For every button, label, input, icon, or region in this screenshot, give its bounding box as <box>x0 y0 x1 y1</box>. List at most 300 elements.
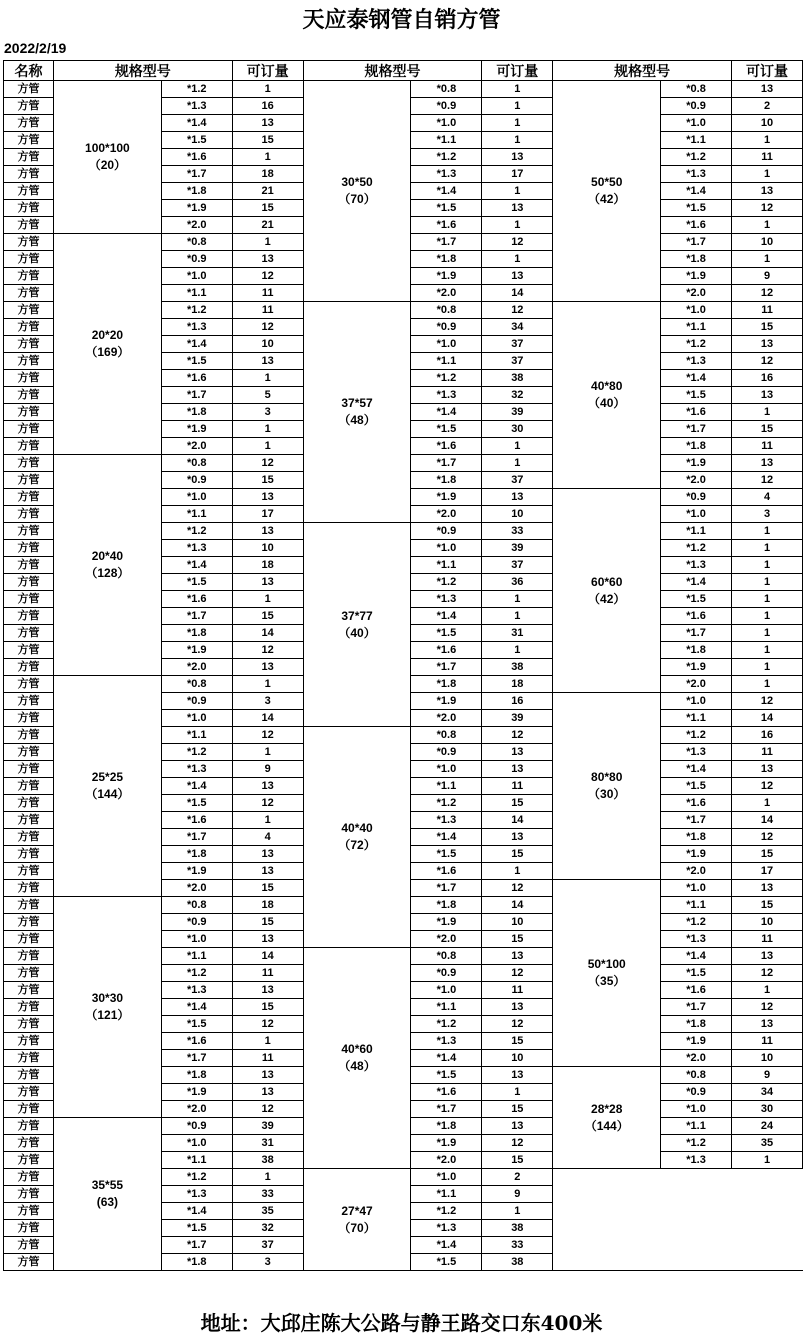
thickness-cell: *1.4 <box>411 829 482 846</box>
quantity-cell: 10 <box>732 115 803 132</box>
thickness-cell: *1.7 <box>161 829 232 846</box>
quantity-cell: 4 <box>732 489 803 506</box>
product-name-cell: 方管 <box>4 931 54 948</box>
product-name-cell: 方管 <box>4 625 54 642</box>
thickness-cell: *1.5 <box>661 778 732 795</box>
thickness-cell: *1.5 <box>411 625 482 642</box>
product-name-cell: 方管 <box>4 438 54 455</box>
thickness-cell: *0.8 <box>411 302 482 319</box>
thickness-cell: *1.0 <box>411 115 482 132</box>
quantity-cell: 1 <box>232 1169 303 1186</box>
thickness-cell: *0.9 <box>161 472 232 489</box>
thickness-cell: *1.2 <box>411 574 482 591</box>
quantity-cell: 14 <box>482 897 553 914</box>
thickness-cell: *1.2 <box>661 540 732 557</box>
thickness-cell: *1.3 <box>411 387 482 404</box>
quantity-cell: 37 <box>482 557 553 574</box>
thickness-cell: *1.3 <box>661 1152 732 1169</box>
quantity-cell: 10 <box>732 234 803 251</box>
thickness-cell: *1.5 <box>161 795 232 812</box>
quantity-cell: 32 <box>482 387 553 404</box>
size-label: 40*80 <box>591 379 623 393</box>
size-total: （128） <box>85 566 130 580</box>
quantity-cell: 14 <box>732 812 803 829</box>
size-total: (63) <box>96 1195 119 1209</box>
thickness-cell: *2.0 <box>161 438 232 455</box>
thickness-cell: *1.1 <box>161 727 232 744</box>
thickness-cell: *1.8 <box>161 183 232 200</box>
thickness-cell: *1.4 <box>661 574 732 591</box>
quantity-cell: 1 <box>732 625 803 642</box>
product-name-cell: 方管 <box>4 370 54 387</box>
quantity-cell: 1 <box>482 642 553 659</box>
thickness-cell: *1.0 <box>661 880 732 897</box>
quantity-cell: 12 <box>232 268 303 285</box>
quantity-cell: 37 <box>482 336 553 353</box>
size-spec-cell <box>53 897 161 1118</box>
quantity-cell: 32 <box>232 1220 303 1237</box>
thickness-cell: *0.9 <box>411 523 482 540</box>
quantity-cell: 9 <box>732 1067 803 1084</box>
product-name-cell: 方管 <box>4 404 54 421</box>
thickness-cell: *1.1 <box>411 1186 482 1203</box>
size-total: （40） <box>588 396 626 410</box>
size-spec-cell <box>553 693 661 880</box>
quantity-cell: 13 <box>232 574 303 591</box>
quantity-cell: 37 <box>232 1237 303 1254</box>
product-name-cell: 方管 <box>4 1169 54 1186</box>
product-name-cell: 方管 <box>4 591 54 608</box>
quantity-cell: 12 <box>232 642 303 659</box>
quantity-cell: 1 <box>482 81 553 98</box>
quantity-cell: 15 <box>482 1152 553 1169</box>
size-spec-cell <box>53 81 161 234</box>
thickness-cell: *1.4 <box>661 761 732 778</box>
thickness-cell: *1.5 <box>161 574 232 591</box>
product-name-cell: 方管 <box>4 1050 54 1067</box>
thickness-cell: *1.2 <box>161 81 232 98</box>
quantity-cell: 12 <box>732 965 803 982</box>
quantity-cell: 1 <box>732 574 803 591</box>
quantity-cell: 17 <box>232 506 303 523</box>
size-total: （169） <box>85 345 130 359</box>
quantity-cell: 16 <box>732 727 803 744</box>
thickness-cell: *1.0 <box>411 761 482 778</box>
thickness-cell: *1.1 <box>161 1152 232 1169</box>
thickness-cell: *1.7 <box>411 1101 482 1118</box>
header-spec: 规格型号 <box>53 61 232 81</box>
thickness-cell: *1.5 <box>411 846 482 863</box>
thickness-cell: *2.0 <box>411 1152 482 1169</box>
thickness-cell: *1.0 <box>161 268 232 285</box>
quantity-cell: 38 <box>482 659 553 676</box>
thickness-cell: *1.6 <box>411 438 482 455</box>
product-name-cell: 方管 <box>4 1220 54 1237</box>
address-footer: 地址：大邱庄陈大公路与静王路交口东400米 <box>200 1311 603 1335</box>
quantity-cell: 15 <box>232 472 303 489</box>
thickness-cell: *1.8 <box>661 1016 732 1033</box>
product-name-cell: 方管 <box>4 1084 54 1101</box>
thickness-cell: *1.5 <box>411 200 482 217</box>
thickness-cell: *1.8 <box>661 251 732 268</box>
size-label: 37*77 <box>341 608 373 623</box>
product-name-cell: 方管 <box>4 1186 54 1203</box>
product-name-cell: 方管 <box>4 761 54 778</box>
thickness-cell: *1.4 <box>661 948 732 965</box>
quantity-cell: 13 <box>482 761 553 778</box>
thickness-cell: *1.7 <box>411 659 482 676</box>
quantity-cell: 12 <box>482 1135 553 1152</box>
quantity-cell: 13 <box>482 149 553 166</box>
product-name-cell: 方管 <box>4 149 54 166</box>
quantity-cell: 37 <box>482 353 553 370</box>
quantity-cell: 1 <box>482 608 553 625</box>
product-name-cell: 方管 <box>4 234 54 251</box>
quantity-cell: 1 <box>732 540 803 557</box>
size-label: 40*60 <box>341 1042 373 1056</box>
table-row <box>4 81 803 98</box>
size-spec-cell <box>303 302 411 523</box>
inventory-table <box>3 60 803 1271</box>
quantity-cell: 14 <box>482 285 553 302</box>
quantity-cell: 10 <box>232 336 303 353</box>
quantity-cell: 13 <box>232 1067 303 1084</box>
quantity-cell: 15 <box>482 795 553 812</box>
thickness-cell: *1.4 <box>411 404 482 421</box>
size-spec-cell <box>53 234 161 455</box>
quantity-cell: 15 <box>482 846 553 863</box>
quantity-cell: 13 <box>232 863 303 880</box>
product-name-cell: 方管 <box>4 863 54 880</box>
quantity-cell: 12 <box>732 778 803 795</box>
quantity-cell: 1 <box>482 115 553 132</box>
thickness-cell: *0.9 <box>411 744 482 761</box>
thickness-cell: *1.8 <box>161 1067 232 1084</box>
thickness-cell: *1.2 <box>161 744 232 761</box>
thickness-cell: *1.3 <box>161 98 232 115</box>
quantity-cell: 13 <box>482 948 553 965</box>
product-name-cell: 方管 <box>4 778 54 795</box>
header-name: 名称 <box>4 61 54 81</box>
thickness-cell: *0.9 <box>661 1084 732 1101</box>
quantity-cell: 11 <box>732 1033 803 1050</box>
size-spec-cell <box>303 948 411 1169</box>
quantity-cell: 17 <box>482 166 553 183</box>
thickness-cell: *1.7 <box>161 608 232 625</box>
quantity-cell: 11 <box>232 965 303 982</box>
thickness-cell: *0.8 <box>161 676 232 693</box>
thickness-cell: *1.1 <box>411 132 482 149</box>
quantity-cell: 12 <box>482 965 553 982</box>
date-label: 2022/2/19 <box>4 40 67 56</box>
thickness-cell: *1.3 <box>161 319 232 336</box>
size-total: （30） <box>588 787 626 801</box>
size-spec-cell <box>553 1067 661 1169</box>
quantity-cell: 18 <box>232 557 303 574</box>
product-name-cell: 方管 <box>4 506 54 523</box>
size-total: （42） <box>588 192 626 206</box>
quantity-cell: 4 <box>232 829 303 846</box>
thickness-cell: *1.4 <box>161 999 232 1016</box>
quantity-cell: 38 <box>482 1254 553 1271</box>
thickness-cell: *1.8 <box>661 829 732 846</box>
size-label: 28*28 <box>591 1101 623 1116</box>
quantity-cell: 9 <box>732 268 803 285</box>
empty-cell <box>553 1169 803 1271</box>
thickness-cell: *1.8 <box>661 642 732 659</box>
thickness-cell: *1.9 <box>661 1033 732 1050</box>
thickness-cell: *1.1 <box>161 948 232 965</box>
product-name-cell: 方管 <box>4 98 54 115</box>
quantity-cell: 31 <box>482 625 553 642</box>
thickness-cell: *1.2 <box>661 149 732 166</box>
quantity-cell: 18 <box>232 897 303 914</box>
thickness-cell: *1.1 <box>411 557 482 574</box>
thickness-cell: *1.3 <box>661 557 732 574</box>
thickness-cell: *1.4 <box>161 1203 232 1220</box>
thickness-cell: *1.5 <box>161 1016 232 1033</box>
thickness-cell: *1.6 <box>411 1084 482 1101</box>
quantity-cell: 11 <box>732 302 803 319</box>
quantity-cell: 13 <box>482 268 553 285</box>
product-name-cell: 方管 <box>4 1152 54 1169</box>
thickness-cell: *1.7 <box>661 421 732 438</box>
header-qty: 可订量 <box>732 61 803 81</box>
product-name-cell: 方管 <box>4 455 54 472</box>
quantity-cell: 13 <box>232 1084 303 1101</box>
quantity-cell: 1 <box>232 421 303 438</box>
quantity-cell: 38 <box>232 1152 303 1169</box>
quantity-cell: 13 <box>732 183 803 200</box>
size-total: （40） <box>338 625 376 640</box>
size-total: （48） <box>338 413 376 427</box>
product-name-cell: 方管 <box>4 387 54 404</box>
size-label: 50*100 <box>587 957 626 971</box>
quantity-cell: 1 <box>732 404 803 421</box>
size-spec-cell <box>303 1169 411 1271</box>
size-label: 50*50 <box>591 175 623 189</box>
quantity-cell: 1 <box>232 1033 303 1050</box>
quantity-cell: 12 <box>732 693 803 710</box>
quantity-cell: 11 <box>232 302 303 319</box>
thickness-cell: *0.9 <box>411 319 482 336</box>
thickness-cell: *1.1 <box>661 132 732 149</box>
thickness-cell: *1.2 <box>161 523 232 540</box>
quantity-cell: 9 <box>482 1186 553 1203</box>
thickness-cell: *1.8 <box>411 472 482 489</box>
product-name-cell: 方管 <box>4 421 54 438</box>
size-label: 80*80 <box>591 770 623 784</box>
quantity-cell: 9 <box>232 761 303 778</box>
thickness-cell: *1.3 <box>411 166 482 183</box>
product-name-cell: 方管 <box>4 1254 54 1271</box>
product-name-cell: 方管 <box>4 1203 54 1220</box>
product-name-cell: 方管 <box>4 710 54 727</box>
thickness-cell: *1.4 <box>411 1050 482 1067</box>
quantity-cell: 15 <box>732 319 803 336</box>
quantity-cell: 1 <box>232 812 303 829</box>
thickness-cell: *2.0 <box>161 217 232 234</box>
quantity-cell: 13 <box>482 744 553 761</box>
thickness-cell: *1.4 <box>161 778 232 795</box>
quantity-cell: 18 <box>232 166 303 183</box>
quantity-cell: 10 <box>732 1050 803 1067</box>
quantity-cell: 15 <box>732 421 803 438</box>
thickness-cell: *2.0 <box>161 659 232 676</box>
quantity-cell: 36 <box>482 574 553 591</box>
product-name-cell: 方管 <box>4 642 54 659</box>
product-name-cell: 方管 <box>4 1118 54 1135</box>
product-name-cell: 方管 <box>4 251 54 268</box>
thickness-cell: *1.0 <box>411 1169 482 1186</box>
thickness-cell: *1.8 <box>161 846 232 863</box>
thickness-cell: *2.0 <box>661 863 732 880</box>
thickness-cell: *1.3 <box>161 761 232 778</box>
quantity-cell: 1 <box>732 557 803 574</box>
quantity-cell: 1 <box>732 591 803 608</box>
thickness-cell: *1.8 <box>161 625 232 642</box>
quantity-cell: 38 <box>482 1220 553 1237</box>
thickness-cell: *1.4 <box>411 183 482 200</box>
quantity-cell: 1 <box>732 676 803 693</box>
header-qty: 可订量 <box>482 61 553 81</box>
size-spec-cell <box>53 676 161 897</box>
product-name-cell: 方管 <box>4 557 54 574</box>
thickness-cell: *1.2 <box>411 149 482 166</box>
size-spec-cell <box>553 302 661 489</box>
thickness-cell: *1.6 <box>411 642 482 659</box>
thickness-cell: *1.1 <box>661 523 732 540</box>
thickness-cell: *0.8 <box>411 81 482 98</box>
thickness-cell: *1.6 <box>161 1033 232 1050</box>
thickness-cell: *1.0 <box>661 693 732 710</box>
quantity-cell: 1 <box>732 1152 803 1169</box>
quantity-cell: 11 <box>732 744 803 761</box>
thickness-cell: *1.8 <box>661 438 732 455</box>
product-name-cell: 方管 <box>4 693 54 710</box>
thickness-cell: *1.1 <box>411 999 482 1016</box>
quantity-cell: 2 <box>732 98 803 115</box>
thickness-cell: *1.6 <box>161 149 232 166</box>
thickness-cell: *1.6 <box>161 812 232 829</box>
thickness-cell: *1.7 <box>411 880 482 897</box>
size-spec-cell <box>303 523 411 727</box>
quantity-cell: 3 <box>232 1254 303 1271</box>
quantity-cell: 15 <box>482 1101 553 1118</box>
quantity-cell: 1 <box>482 217 553 234</box>
quantity-cell: 21 <box>232 183 303 200</box>
quantity-cell: 15 <box>232 608 303 625</box>
thickness-cell: *1.7 <box>161 166 232 183</box>
quantity-cell: 12 <box>482 727 553 744</box>
quantity-cell: 12 <box>732 472 803 489</box>
quantity-cell: 13 <box>482 200 553 217</box>
product-name-cell: 方管 <box>4 1237 54 1254</box>
header-spec: 规格型号 <box>553 61 732 81</box>
quantity-cell: 3 <box>732 506 803 523</box>
quantity-cell: 13 <box>732 880 803 897</box>
quantity-cell: 1 <box>732 795 803 812</box>
thickness-cell: *1.0 <box>661 302 732 319</box>
thickness-cell: *1.8 <box>411 1118 482 1135</box>
quantity-cell: 1 <box>232 370 303 387</box>
thickness-cell: *0.9 <box>161 251 232 268</box>
quantity-cell: 11 <box>232 1050 303 1067</box>
thickness-cell: *1.4 <box>661 370 732 387</box>
quantity-cell: 1 <box>232 591 303 608</box>
thickness-cell: *1.2 <box>661 336 732 353</box>
thickness-cell: *1.0 <box>661 1101 732 1118</box>
thickness-cell: *1.1 <box>161 285 232 302</box>
thickness-cell: *1.6 <box>661 404 732 421</box>
thickness-cell: *1.3 <box>661 931 732 948</box>
quantity-cell: 1 <box>232 149 303 166</box>
quantity-cell: 12 <box>732 200 803 217</box>
thickness-cell: *1.4 <box>161 557 232 574</box>
product-name-cell: 方管 <box>4 727 54 744</box>
thickness-cell: *1.2 <box>411 1203 482 1220</box>
quantity-cell: 13 <box>482 489 553 506</box>
size-label: 37*57 <box>341 396 373 410</box>
size-label: 100*100 <box>85 141 130 155</box>
thickness-cell: *1.1 <box>411 778 482 795</box>
thickness-cell: *1.1 <box>161 506 232 523</box>
quantity-cell: 1 <box>482 132 553 149</box>
quantity-cell: 15 <box>232 999 303 1016</box>
product-name-cell: 方管 <box>4 1016 54 1033</box>
thickness-cell: *1.0 <box>161 489 232 506</box>
thickness-cell: *1.6 <box>411 217 482 234</box>
thickness-cell: *1.2 <box>411 1016 482 1033</box>
thickness-cell: *1.9 <box>661 846 732 863</box>
product-name-cell: 方管 <box>4 1101 54 1118</box>
thickness-cell: *1.9 <box>161 863 232 880</box>
quantity-cell: 18 <box>482 676 553 693</box>
quantity-cell: 1 <box>232 744 303 761</box>
quantity-cell: 33 <box>482 523 553 540</box>
quantity-cell: 13 <box>482 829 553 846</box>
quantity-cell: 12 <box>232 455 303 472</box>
quantity-cell: 13 <box>732 81 803 98</box>
quantity-cell: 11 <box>232 285 303 302</box>
quantity-cell: 1 <box>732 251 803 268</box>
quantity-cell: 33 <box>482 1237 553 1254</box>
size-spec-cell <box>553 81 661 302</box>
quantity-cell: 10 <box>232 540 303 557</box>
thickness-cell: *1.1 <box>661 710 732 727</box>
thickness-cell: *1.2 <box>661 727 732 744</box>
thickness-cell: *2.0 <box>411 506 482 523</box>
quantity-cell: 2 <box>482 1169 553 1186</box>
quantity-cell: 1 <box>732 166 803 183</box>
quantity-cell: 39 <box>482 710 553 727</box>
size-total: （70） <box>338 192 376 206</box>
thickness-cell: *1.4 <box>661 183 732 200</box>
quantity-cell: 13 <box>732 948 803 965</box>
quantity-cell: 12 <box>732 999 803 1016</box>
header-row <box>4 61 803 81</box>
thickness-cell: *1.9 <box>661 659 732 676</box>
quantity-cell: 11 <box>482 778 553 795</box>
thickness-cell: *0.9 <box>411 98 482 115</box>
quantity-cell: 12 <box>732 285 803 302</box>
thickness-cell: *1.3 <box>411 1220 482 1237</box>
quantity-cell: 31 <box>232 1135 303 1152</box>
size-total: （48） <box>338 1059 376 1073</box>
size-label: 20*20 <box>91 328 124 342</box>
product-name-cell: 方管 <box>4 914 54 931</box>
quantity-cell: 14 <box>482 812 553 829</box>
